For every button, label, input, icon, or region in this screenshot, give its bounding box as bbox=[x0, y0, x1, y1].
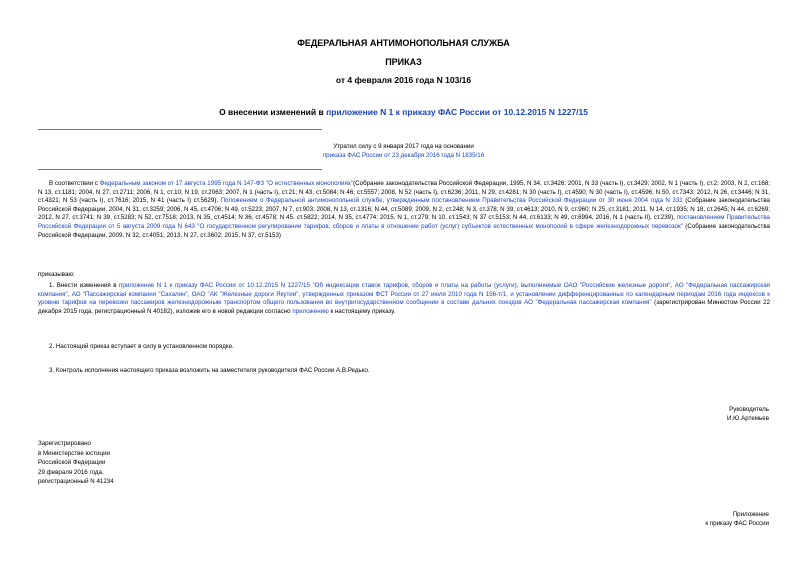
preamble-text-1: В соответствии с bbox=[49, 180, 100, 187]
registration-line-2: в Министерстве юстиции bbox=[38, 450, 111, 457]
item-2: 2. Настоящий приказ вступает в силу в установленном порядке. bbox=[49, 343, 234, 350]
registration-line-5: регистрационный N 41234 bbox=[38, 478, 114, 485]
date-number-heading: от 4 февраля 2016 года N 103/16 bbox=[335, 75, 472, 85]
repeal-note-link[interactable]: приказа ФАС России от 23 декабря 2016 года N 1835/16 bbox=[322, 152, 485, 159]
fas-regulation-link[interactable]: Положением о Федеральной антимонопольной службе, утвержденным постановлением Правительства Российской Федерации от 30 июня 2004 года N 331 bbox=[220, 197, 683, 205]
appendix-line-1: Приложение bbox=[732, 511, 769, 518]
order-title bbox=[0, 107, 807, 117]
appendix-link[interactable]: приложению bbox=[292, 307, 329, 315]
item-1-text-1: 1. Внести изменения в bbox=[49, 282, 120, 289]
item-1-text-2: (зарегистрирован Минюстом России 22 декабря 2015 года, регистрационный N 40182), изложив его в новой редакции согласно bbox=[38, 299, 771, 315]
doc-type-heading: ПРИКАЗ bbox=[385, 57, 422, 67]
appendix-amend-link[interactable]: приложение N 1 к приказу ФАС России от 10.12.2015 N 1227/15 "Об индексации ставок тарифов, сборов и платы на работы (услуги), выполняемые ОАО "Российские железные дороги", АО "Федеральная пассажирская компания", АО "Пассажирская компания "Сахалин", ОАО "АК "Железные дороги Якутии", утвержденных приказом ФСТ России от 27 июля 2010 года N 156-т/1, и установлении дифференцированных по календарным периодам 2016 года индексов к уровню тарифов на перевозки пассажиров железнодорожным транспортом общего пользования во внутригосударственном сообщении в составе дальних поездов АО "Федеральная пассажирская компания" bbox=[38, 282, 770, 307]
appendix-line-2: к приказу ФАС России bbox=[705, 520, 769, 527]
signature-name: И.Ю.Артемьев bbox=[727, 415, 769, 422]
bottom-divider bbox=[38, 169, 322, 170]
registration-line-1: Зарегистрировано bbox=[38, 440, 91, 447]
preamble-paragraph bbox=[38, 180, 770, 240]
preamble-text-2: (Собрание законодательства Российской Федерации, 1995, N 34, ст.3426; 2001, N 33 (часть I), ст.3429; 2002, N 1 (часть I), ст.2; 2003, N 2, ст.168; N 13, ст.1181; 2004, N 27, ст.2711; 2006, N 1, ст.10; N 19, ст.2063; 2007, N 1 (часть I), ст.21; N 43, ст.5084; N 46, ст.5557; 2008, N 52 (часть I), ст.6236; 2011, N 29, ст.4281; N 30 (часть I), ст.4590; N 30 (часть I), ст.4596; N 50, ст.7343; 2012, N 26, ст.3446; N 31, ст.4321; N 53 (часть I), ст.7616; 2015, N 41 (часть I) ст.5629), bbox=[38, 180, 770, 205]
preamble-text-4: (Собрание законодательства Российской Федерации, 2009, N 32, ст.4051; 2013, N 27, ст.3602; 2015, N 37, ст.5153) bbox=[38, 222, 770, 239]
item-3: 3. Контроль исполнения настоящего приказа возложить на заместителя руководителя ФАС России А.В.Редько. bbox=[49, 367, 370, 374]
federal-law-link[interactable]: Федеральным законом от 17 августа 1995 года N 147-ФЗ "О естественных монополиях" bbox=[99, 180, 354, 187]
order-title-prefix: О внесении изменений в bbox=[219, 107, 327, 117]
order-title-link[interactable]: приложение N 1 к приказу ФАС России от 10.12.2015 N 1227/15 bbox=[326, 107, 588, 117]
item-1-text-3: к настоящему приказу. bbox=[328, 307, 396, 315]
government-resolution-link[interactable]: постановлением Правительства Российской Федерации от 5 августа 2009 года N 643 "О государственном регулировании тарифов, сборов и платы в отношении работ (услуг) субъектов естественных монополий в сфере железнодорожных перевозок" bbox=[38, 214, 770, 230]
top-divider bbox=[38, 129, 322, 130]
registration-line-3: Российской Федерации bbox=[38, 459, 106, 466]
order-word: приказываю: bbox=[38, 271, 75, 278]
repeal-note-line1: Утратил силу с 9 января 2017 года на основании bbox=[333, 143, 474, 150]
signature-role: Руководитель bbox=[729, 406, 769, 413]
repeal-note-line2 bbox=[0, 152, 807, 159]
preamble-text-3: (Собрание законодательства Российской Федерации, 2004, N 31, ст.3259; 2006, N 45, ст.4706; N 49, ст.5223; 2007, N 7, ст.903; 2008, N 13, ст.1316; N 44, ст.5089; 2009, N 2, ст.248; N 3, ст.378; N 39, ст.4613; 2010, N 9, ст.960; N 25, ст.3181; 2011, N 14, ст.1935; N 18, ст.2645; N 44, ст.6269; 2012, N 27, ст.3741; N 39, ст.5283; N 52, ст.7518; 2013, N 35, ст.4514; N 36, ст.4578; N 45, ст.5822; 2014, N 35, ст.4774; 2015, N 1, ст.279; N 10, ст.1543; N 37 ст.5153; N 44, ст.6133; N 49, ст.6994, 2016, N 1 (часть II), ст.239), bbox=[38, 197, 770, 222]
agency-heading: ФЕДЕРАЛЬНАЯ АНТИМОНОПОЛЬНАЯ СЛУЖБА bbox=[297, 38, 510, 48]
registration-line-4: 29 февраля 2016 года, bbox=[38, 469, 104, 476]
item-1-paragraph bbox=[38, 282, 770, 316]
